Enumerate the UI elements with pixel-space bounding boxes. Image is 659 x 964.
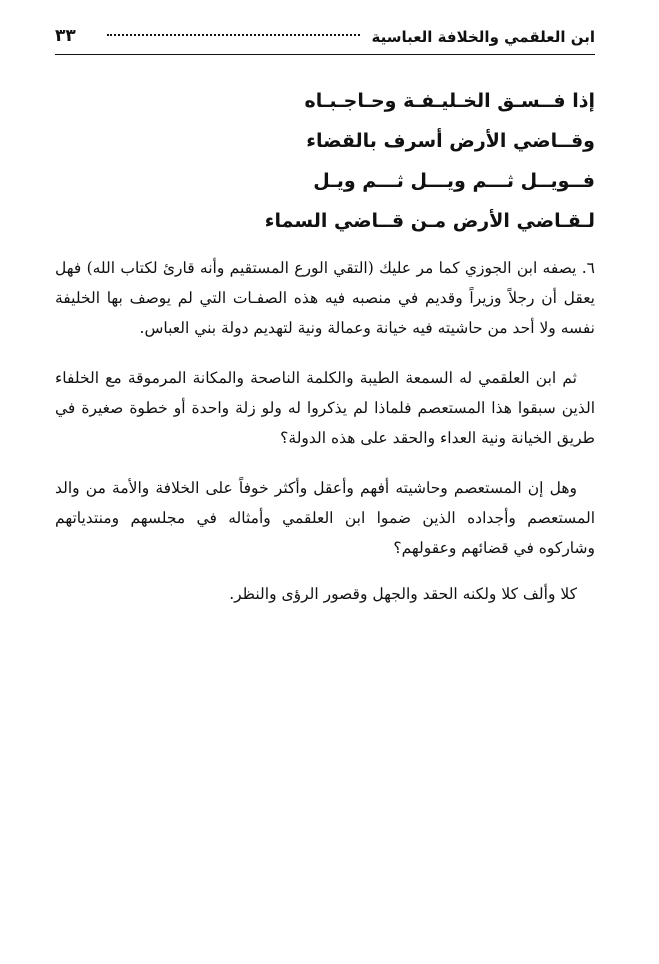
header-dot-leader [107, 34, 360, 36]
paragraph-2: ثم ابن العلقمي له السمعة الطيبة والكلمة الناصحة والمكانة المرموقة مع الخلفاء الذين سبقوا هذا المستعصم فلماذا لم يذكروا له ولو زلة واحدة أو خطوة صغيرة في طريق الخيانة ونية العداء والحقد على هذه الدولة؟ [55, 369, 595, 447]
paragraph-1: ٦. يصفه ابن الجوزي كما مر عليك (التقي الورع المستقيم وأنه قارئ لكتاب الله) فهل يعقل أن رجلاً وزيراً وقديم في منصبه فيه هذه الصفـات التي لم يوصف بها الخليفة نفسه ولا أحد من حاشيته فيه خيانة وعمالة ونية لتهديم دولة بني العباس. [55, 259, 595, 337]
poem-verse-4: لـقـاضي الأرض مـن قــاضي السماء [264, 210, 595, 232]
poem-verse-3: فــويــل ثـــم ويـــل ثـــم ويـل [313, 170, 595, 192]
poem-verse-2: وقــاضي الأرض أسرف بالقضاء [306, 130, 595, 152]
poem-verse-1: إذا فــسـق الخـليـفـة وحـاجـبـاه [304, 90, 595, 112]
book-page [55, 20, 595, 609]
page-number: ٣٣ [55, 26, 76, 46]
running-title: ابن العلقمي والخلافة العباسية [371, 28, 595, 46]
paragraph-3: وهل إن المستعصم وحاشيته أفهم وأعقل وأكثر خوفاً على الخلافة والأمة من والد المستعصم وأجداده الذين ضموا ابن العلقمي وأمثاله في مجلسهم ومنتدياتهم وشاركوه في قضائهم وعقولهم؟ [55, 479, 595, 557]
page-header [55, 20, 595, 55]
body-text [55, 253, 595, 609]
paragraph-4: كلا وألف كلا ولكنه الحقد والجهل وقصور الرؤى والنظر. [229, 585, 577, 603]
poem-block [55, 81, 595, 241]
